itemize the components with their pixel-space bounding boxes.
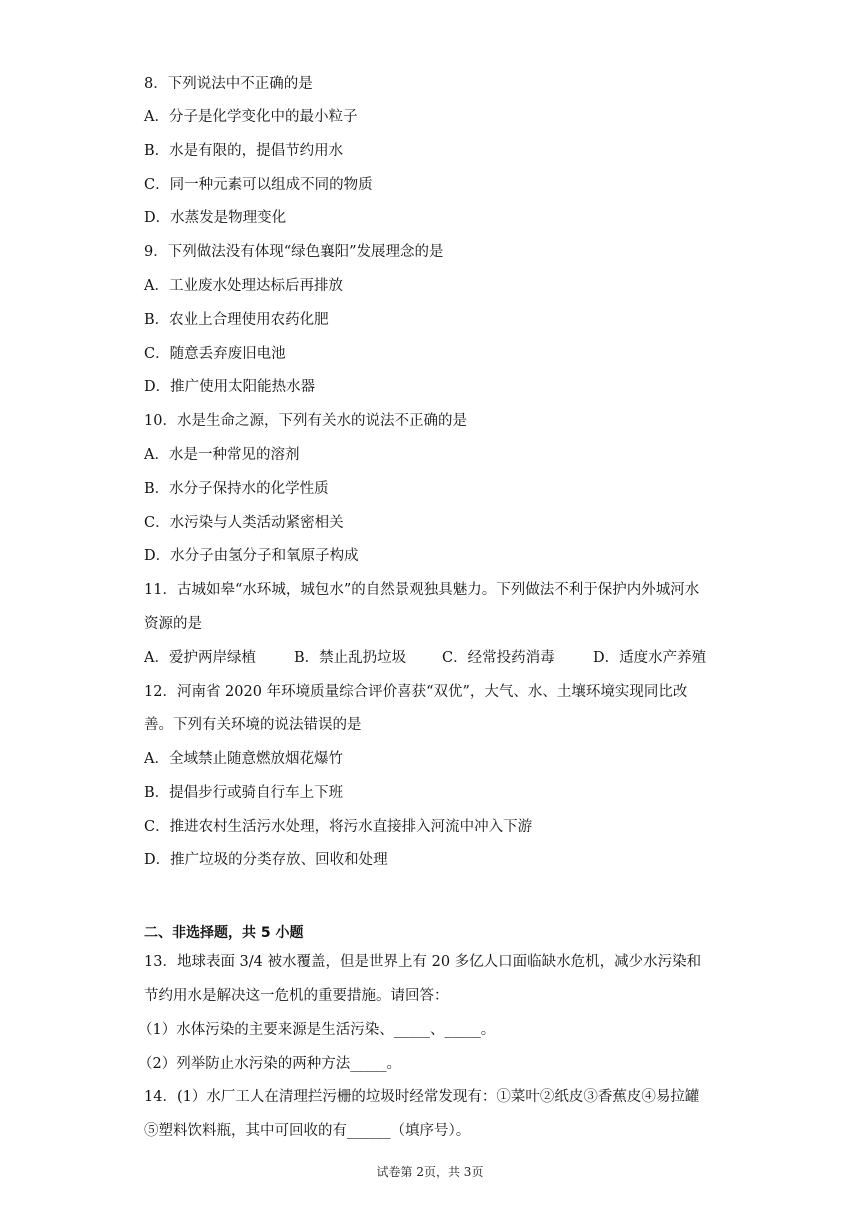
- q12-option-a: A．全域禁止随意燃放烟花爆竹: [144, 751, 343, 767]
- q10-option-a: A．水是一种常见的溶剂: [144, 447, 300, 463]
- q8-stem: 8．下列说法中不正确的是: [144, 76, 313, 92]
- q11-option-b: B．禁止乱扔垃圾: [294, 650, 407, 666]
- q11-stem-line2: 资源的是: [144, 616, 202, 632]
- q10-stem: 10．水是生命之源，下列有关水的说法不正确的是: [144, 413, 467, 429]
- q9-option-c: C．随意丢弃废旧电池: [144, 346, 286, 362]
- q10-option-d: D．水分子由氢分子和氧原子构成: [144, 548, 359, 564]
- section-heading: 二、非选择题，共 5 小题: [144, 925, 304, 941]
- q11-option-c: C．经常投药消毒: [442, 650, 555, 666]
- q9-option-a: A．工业废水处理达标后再排放: [144, 278, 343, 294]
- q10-option-b: B．水分子保持水的化学性质: [144, 481, 329, 497]
- q12-option-d: D．推广垃圾的分类存放、回收和处理: [144, 852, 388, 868]
- q12-stem-line2: 善。下列有关环境的说法错误的是: [144, 717, 362, 733]
- q11-options-row: [144, 648, 724, 668]
- q12-stem-line1: 12．河南省 2020 年环境质量综合评价喜获“双优”，大气、水、土壤环境实现同比改: [144, 684, 688, 700]
- q8-option-c: C．同一种元素可以组成不同的物质: [144, 177, 373, 193]
- q14-line1: 14．(1）水厂工人在清理拦污栅的垃圾时经常发现有：①菜叶②纸皮③香蕉皮④易拉罐: [144, 1089, 700, 1105]
- q11-option-a: A．爱护两岸绿植: [144, 650, 256, 666]
- q10-option-c: C．水污染与人类活动紧密相关: [144, 515, 344, 531]
- q8-option-d: D．水蒸发是物理变化: [144, 210, 287, 226]
- q13-stem-line2: 节约用水是解决这一危机的重要措施。请回答：: [144, 988, 449, 1004]
- q9-stem: 9．下列做法没有体现“绿色襄阳”发展理念的是: [144, 244, 444, 260]
- q12-option-b: B．提倡步行或骑自行车上下班: [144, 785, 344, 801]
- q13-stem-line1: 13．地球表面 3/4 被水覆盖，但是世界上有 20 多亿人口面临缺水危机，减少水污染和: [144, 954, 702, 970]
- q11-option-d: D．适度水产养殖: [593, 650, 707, 666]
- q8-option-b: B．水是有限的，提倡节约用水: [144, 143, 344, 159]
- q14-line2: ⑤塑料饮料瓶，其中可回收的有______（填序号）。: [144, 1123, 471, 1139]
- q13-sub2: （2）列举防止水污染的两种方法_____。: [138, 1056, 401, 1072]
- q8-option-a: A．分子是化学变化中的最小粒子: [144, 109, 358, 125]
- q13-sub1: （1）水体污染的主要来源是生活污染、_____、_____。: [138, 1022, 496, 1038]
- q11-stem-line1: 11．古城如皋“水环城，城包水”的自然景观独具魅力。下列做法不利于保护内外城河水: [144, 582, 700, 598]
- q9-option-b: B．农业上合理使用农药化肥: [144, 312, 329, 328]
- q9-option-d: D．推广使用太阳能热水器: [144, 379, 316, 395]
- page-footer: 试卷第 2页，共 3页: [376, 1165, 484, 1179]
- q12-option-c: C．推进农村生活污水处理，将污水直接排入河流中冲入下游: [144, 819, 533, 835]
